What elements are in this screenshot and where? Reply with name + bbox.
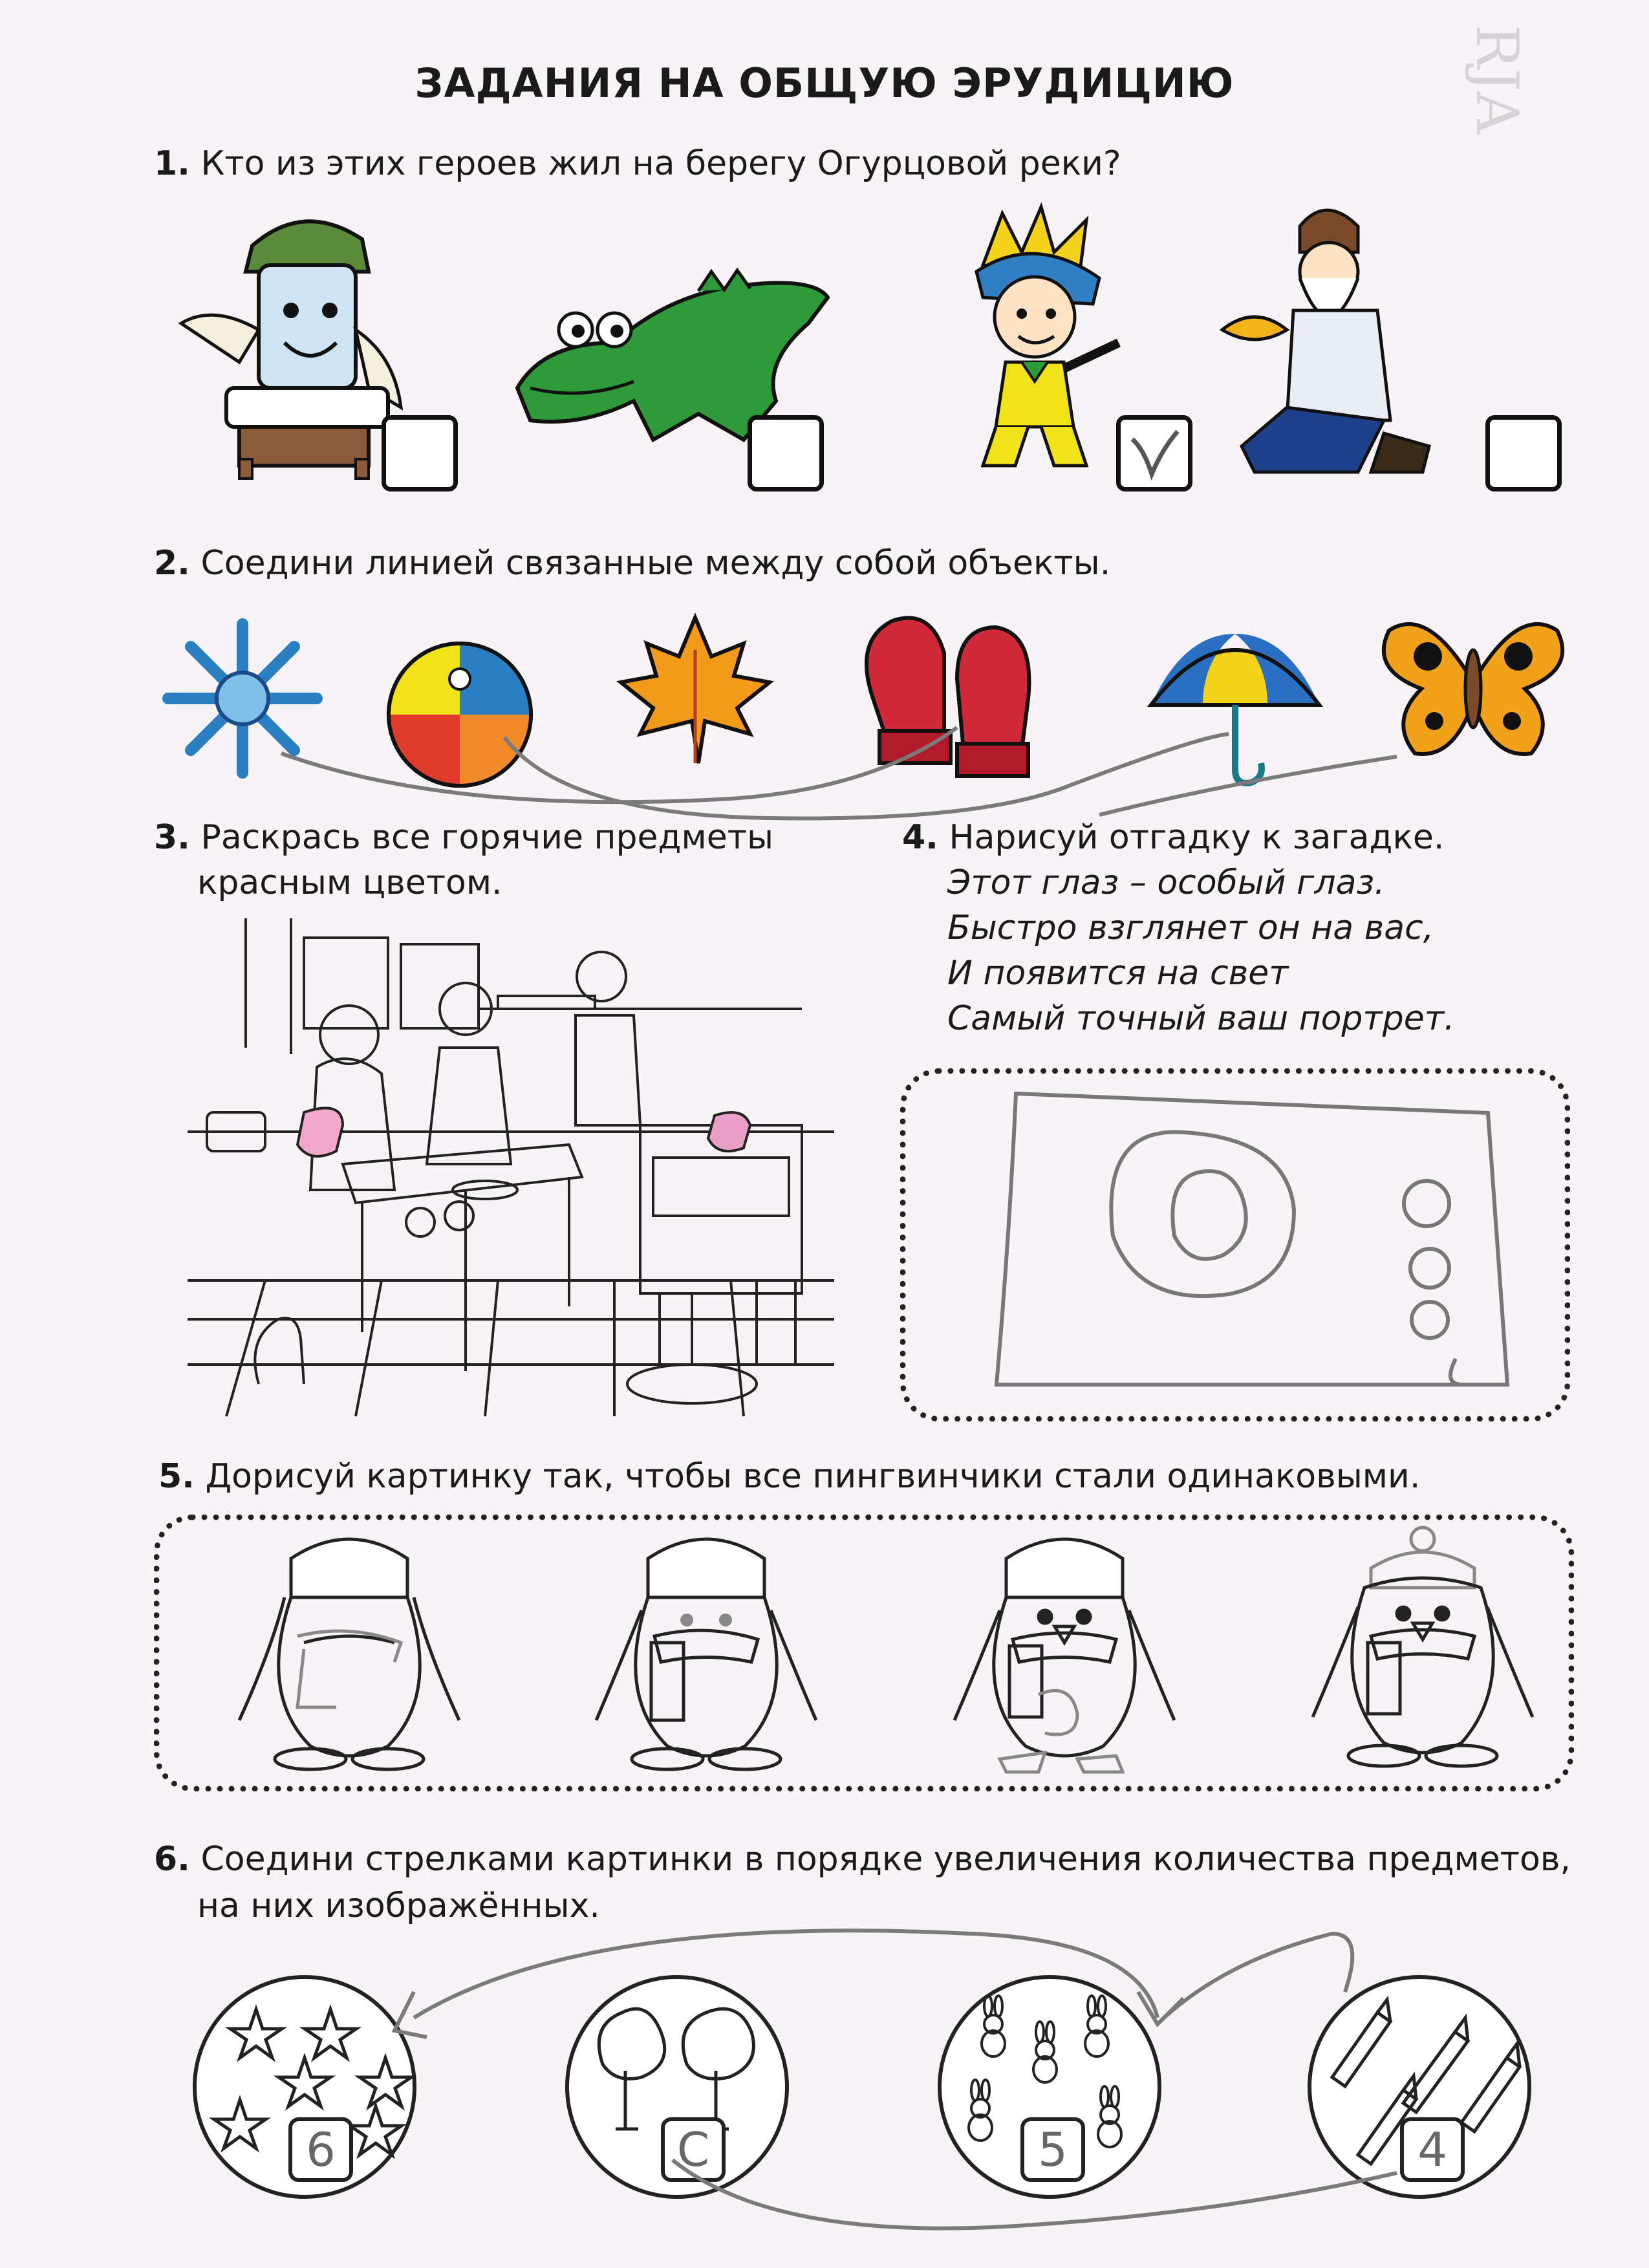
task6-line2: на них изображённых. bbox=[197, 1886, 600, 1925]
task1-number: 1. bbox=[154, 144, 190, 183]
task6-line1: Соедини стрелками картинки в порядке увеличения количества предметов, bbox=[200, 1840, 1571, 1879]
task1-text: Кто из этих героев жил на берегу Огурцовой реки? bbox=[200, 144, 1121, 183]
page-title: ЗАДАНИЯ НА ОБЩУЮ ЭРУДИЦИЮ bbox=[415, 59, 1234, 107]
task5-number: 5. bbox=[158, 1457, 195, 1496]
stars-count-box[interactable]: 6 bbox=[288, 2117, 353, 2182]
task5-text: Дорисуй картинку так, чтобы все пингвинчики стали одинаковыми. bbox=[205, 1457, 1421, 1496]
task3-number: 3. bbox=[154, 818, 190, 857]
riddle-line-3: И появится на свет bbox=[947, 954, 1289, 993]
task3-line2: красным цветом. bbox=[197, 863, 502, 902]
riddle-line-4: Самый точный ваш портрет. bbox=[947, 999, 1455, 1038]
riddle-line-1: Этот глаз – особый глаз. bbox=[947, 863, 1385, 902]
bunnies-count-box[interactable]: 5 bbox=[1020, 2117, 1085, 2182]
trees-count-box[interactable]: C bbox=[661, 2117, 726, 2182]
riddle-line-2: Быстро взглянет он на вас, bbox=[947, 909, 1434, 947]
task3-line1: Раскрась все горячие предметы bbox=[200, 818, 774, 857]
task4-text: Нарисуй отгадку к загадке. bbox=[949, 818, 1445, 857]
task4-number: 4. bbox=[902, 818, 938, 857]
task6-number: 6. bbox=[154, 1840, 190, 1879]
pencils-count-box[interactable]: 4 bbox=[1400, 2117, 1465, 2182]
task2-text: Соедини линией связанные между собой объекты. bbox=[200, 544, 1111, 583]
task2-number: 2. bbox=[154, 544, 190, 583]
margin-scribble: RJA bbox=[1462, 25, 1531, 134]
